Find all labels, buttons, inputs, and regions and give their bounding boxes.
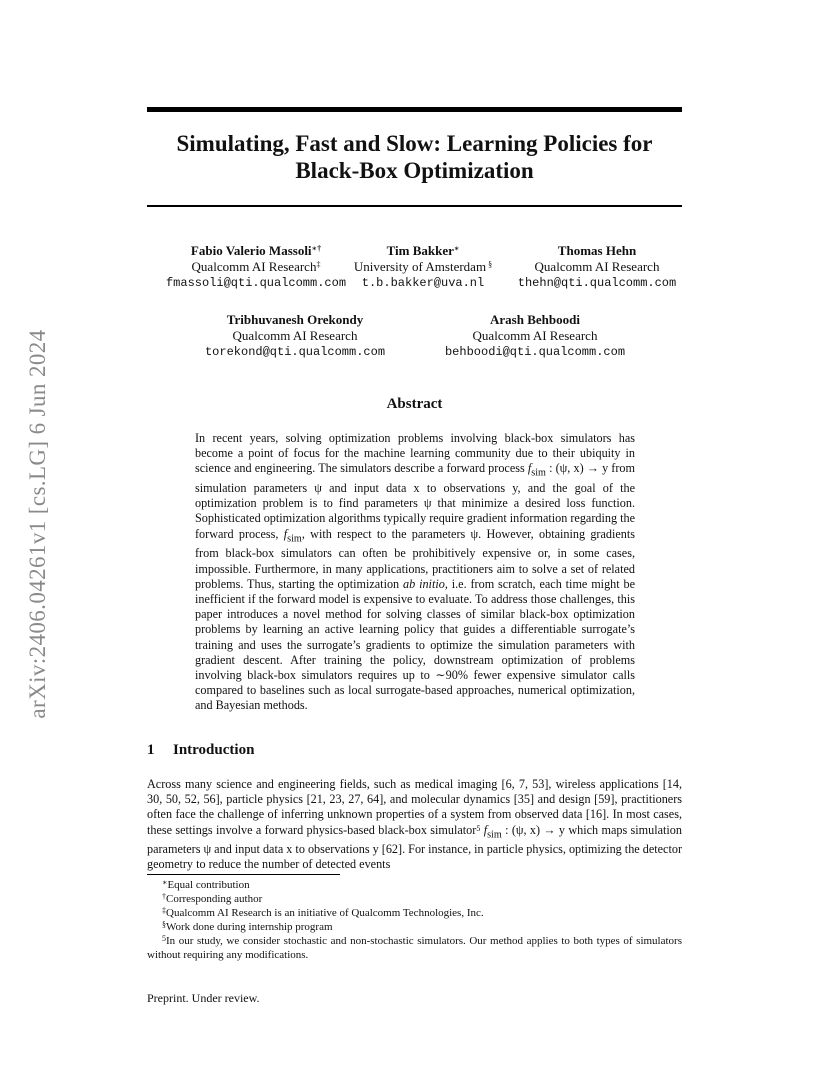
sim-subscript: sim (531, 467, 546, 479)
author-email[interactable]: t.b.bakker@uva.nl (361, 276, 485, 290)
intro-part: Across many science and engineering fields, such as medical imaging [6, 7, 53], wireless applications [14, 30, 50, 52, 56], particle physics [21, 23, 27, 64], and molecular dynamics [35] and design [59], practitioners often face the challenge of inferring unknown properties of a system from observed data [16]. In most cases, these settings involve a forward physics-based black-box simulator (147, 777, 682, 837)
footnote (147, 878, 682, 892)
sim-subscript: sim (487, 829, 502, 841)
f-sim-symbol: f (527, 461, 532, 476)
title-line-1: Simulating, Fast and Slow: Learning Policies for (176, 131, 653, 156)
introduction-paragraph (147, 777, 682, 873)
footnote-mark: ‡ (162, 906, 166, 915)
sim-subscript: sim (287, 533, 302, 545)
section-title: Introduction (173, 742, 255, 758)
author-block (338, 243, 508, 291)
author-block (190, 312, 400, 360)
author-name: Tim Bakker (386, 243, 454, 258)
footnote-text: Equal contribution (167, 879, 250, 891)
footnote-ref[interactable]: 5 (476, 823, 481, 833)
f-sim-symbol: f (283, 526, 288, 541)
affiliation-mark: § (486, 260, 493, 269)
abstract-heading: Abstract (386, 396, 443, 412)
section-heading-introduction (147, 742, 254, 759)
abstract-part: , with respect to the parameters ψ. However, obtaining gradients from black-box simulators can often be prohibitively expensive or, in some cases, impossible. Furthermore, in many applications, practitioners aim to solve a set of related problems. Thus, starting the optimization (195, 526, 635, 591)
title-bottom-rule (147, 205, 682, 207)
abstract-part: , i.e. from scratch, each time might be inefficient if the forward model is expensive to evaluate. To address those challenges, this paper introduces a novel method for solving classes of similar black-box optimization problems by learning an active learning policy that guides a differentiable surrogate’s training and uses the surrogate’s gradients to optimize the simulation parameters with gradient descent. After training the policy, downstream optimization of problems involving black-box simulators requires up to ∼90% fewer expensive simulator calls compared to baselines such as local surrogate-based approaches, numerical optimization, and Bayesian methods. (195, 576, 636, 713)
author-block (150, 243, 362, 291)
footnote (147, 906, 682, 920)
title-line-2: Black-Box Optimization (295, 158, 534, 183)
footnote-mark: § (162, 920, 166, 929)
author-email[interactable]: torekond@qti.qualcomm.com (204, 345, 386, 359)
intro-part: : (ψ, x) → y which maps simulation parameters ψ and input data x to observations y [62]. For instance, in particle physics, optimizing the detector geometry to reduce the number of detected events (147, 822, 682, 872)
footnote-mark: 5 (162, 934, 166, 943)
ab-initio-term: ab initio (403, 576, 445, 591)
footnote (147, 892, 682, 906)
f-sim-symbol: f (483, 822, 488, 837)
author-email[interactable]: thehn@qti.qualcomm.com (517, 276, 677, 290)
arxiv-stamp: arXiv:2406.04261v1 [cs.LG] 6 Jun 2024 (25, 329, 50, 719)
footnote-text: Qualcomm AI Research is an initiative of Qualcomm Technologies, Inc. (166, 907, 484, 919)
author-name: Arash Behboodi (490, 312, 580, 327)
author-affiliation: Qualcomm AI Research (534, 259, 660, 274)
author-email[interactable]: fmassoli@qti.qualcomm.com (165, 276, 347, 290)
paper-title (147, 130, 682, 184)
footnotes (147, 878, 682, 962)
author-block (502, 243, 692, 291)
preprint-note: Preprint. Under review. (147, 991, 260, 1005)
author-affiliation: Qualcomm AI Research (232, 328, 358, 343)
footnote-text: In our study, we consider stochastic and non-stochastic simulators. Our method applies to both types of simulators without requiring any modifications. (147, 935, 682, 961)
author-mark: ∗ (453, 244, 460, 253)
author-affiliation: University of Amsterdam (353, 259, 487, 274)
author-name: Fabio Valerio Massoli (190, 243, 312, 258)
author-affiliation: Qualcomm AI Research (191, 259, 317, 274)
author-name: Thomas Hehn (557, 243, 637, 258)
section-number: 1 (147, 742, 155, 758)
author-block (430, 312, 640, 360)
author-affiliation: Qualcomm AI Research (472, 328, 598, 343)
footnote-rule (147, 874, 340, 875)
footnote-text: Corresponding author (166, 893, 263, 905)
title-top-rule (147, 107, 682, 112)
abstract-text (195, 431, 635, 714)
footnote (147, 920, 682, 934)
abstract-part: : (ψ, x) → y from simulation parameters ψ and input data x to observations y, and the goal of the optimization problem is to find parameters ψ that minimize a desired loss function. Sophisticated optimization algorithms typically require gradient information regarding the forward process, (195, 461, 635, 541)
author-mark: ∗† (311, 244, 322, 253)
abstract-part: In recent years, solving optimization problems involving black-box simulators has become a point of focus for the machine learning community due to their ubiquity in science and engineering. The simulators describe a forward process (195, 431, 635, 476)
footnote-mark: † (162, 892, 166, 901)
author-email[interactable]: behboodi@qti.qualcomm.com (444, 345, 626, 359)
footnote-mark: ∗ (162, 878, 168, 887)
footnote (147, 934, 682, 962)
author-name: Tribhuvanesh Orekondy (226, 312, 364, 327)
affiliation-mark: ‡ (316, 260, 321, 269)
footnote-text: Work done during internship program (166, 921, 333, 933)
